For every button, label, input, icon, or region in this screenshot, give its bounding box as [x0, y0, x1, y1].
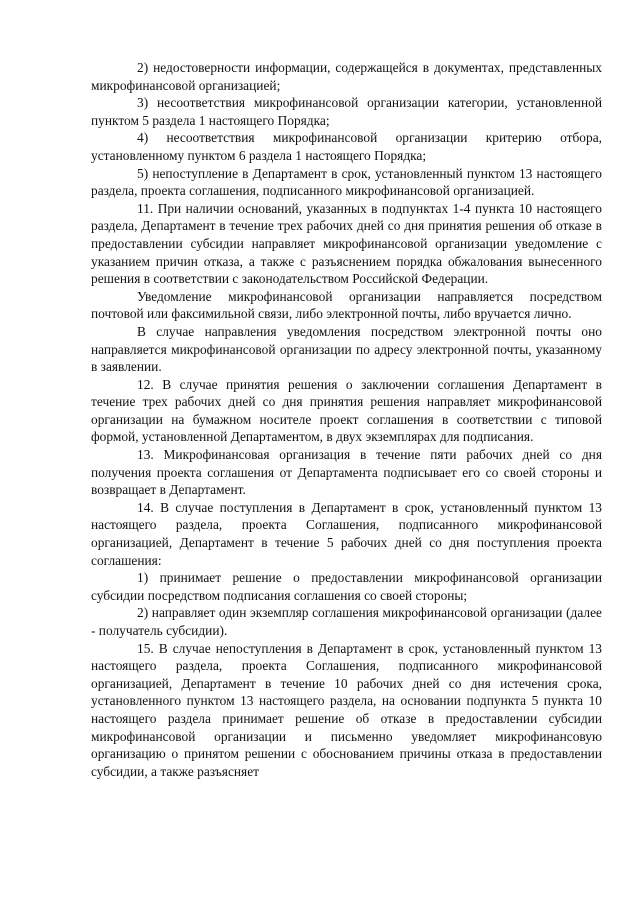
- paragraph-clause-14-item-1: 1) принимает решение о предоставлении микрофинансовой организации субсидии посредством подписания соглашения со своей стороны;: [91, 570, 602, 603]
- paragraph-clause-13: 13. Микрофинансовая организация в течение пяти рабочих дней со дня получения проекта соглашения от Департамента подписывает его со своей стороны и возвращает в Департамент.: [91, 447, 602, 498]
- paragraph-clause-14: 14. В случае поступления в Департамент в срок, установленный пунктом 13 настоящего раздела, проекта Соглашения, подписанного микрофинансовой организацией, Департамент в течение 5 рабочих дней со дня поступления проекта соглашения:: [91, 499, 602, 568]
- paragraph-clause-11: 11. При наличии оснований, указанных в подпунктах 1-4 пункта 10 настоящего раздела, Департамент в течение трех рабочих дней со дня принятия решения об отказе в предоставлении субсидии направляет микрофинансовой организации уведомление с указанием причин отказа, а также с разъяснением порядка обжалования вынесенного решения в соответствии с законодательством Российской Федерации.: [91, 200, 602, 287]
- paragraph-clause-14-item-2: 2) направляет один экземпляр соглашения микрофинансовой организации (далее - получатель субсидии).: [91, 605, 602, 638]
- document-page: [91, 59, 602, 780]
- paragraph-clause-12: 12. В случае принятия решения о заключении соглашения Департамент в течение трех рабочих дней со дня принятия решения направляет микрофинансовой организации на бумажном носителе проект соглашения в соответствии с типовой формой, установленной Департаментом, в двух экземплярах для подписания.: [91, 376, 602, 445]
- paragraph-notification: Уведомление микрофинансовой организации направляется посредством почтовой или факсимильной связи, либо электронной почты, либо вручается лично.: [91, 288, 602, 322]
- paragraph-item-3: 3) несоответствия микрофинансовой организации категории, установленной пунктом 5 раздела 1 настоящего Порядка;: [91, 95, 602, 128]
- paragraph-item-5: 5) непоступление в Департамент в срок, установленный пунктом 13 настоящего раздела, проекта соглашения, подписанного микрофинансовой организацией.: [91, 165, 602, 199]
- paragraph-email-notification: В случае направления уведомления посредством электронной почты оно направляется микрофинансовой организации по адресу электронной почты, указанному в заявлении.: [91, 323, 602, 375]
- paragraph-item-2: 2) недостоверности информации, содержащейся в документах, представленных микрофинансовой организацией;: [91, 60, 602, 93]
- paragraph-clause-15: 15. В случае непоступления в Департамент в срок, установленный пунктом 13 настоящего раздела, проекта Соглашения, подписанного микрофинансовой организацией, Департамент в течение 10 рабочих дней со дня истечения срока, установленного пунктом 13 настоящего раздела, на основании подпункта 5 пункта 10 настоящего раздела принимает решение об отказе в предоставлении субсидии микрофинансовой организации и письменно уведомляет микрофинансовую организацию о принятом решении с обоснованием причины отказа в предоставлении субсидии, а также разъясняет: [91, 640, 602, 779]
- paragraph-item-4: 4) несоответствия микрофинансовой организации критерию отбора, установленному пунктом 6 раздела 1 настоящего Порядка;: [91, 130, 602, 163]
